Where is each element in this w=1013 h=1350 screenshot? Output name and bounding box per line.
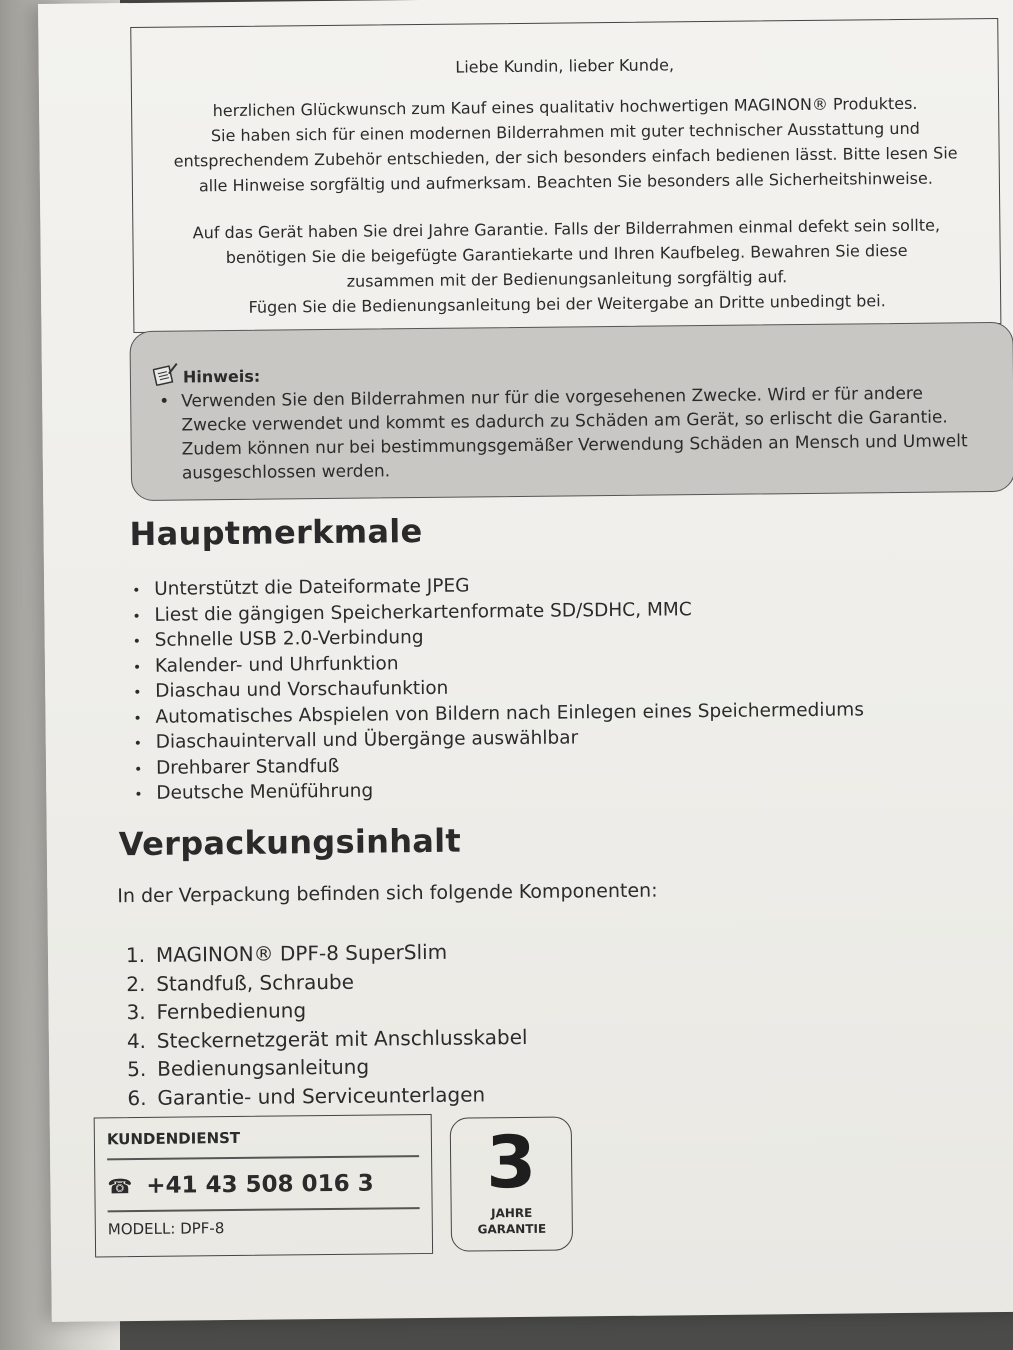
warranty-line: Auf das Gerät haben Sie drei Jahre Garantie. Falls der Bilderrahmen einmal defekt sein sollte, <box>192 215 941 243</box>
features-heading: Hauptmerkmale <box>129 512 423 554</box>
item-number: 5. <box>127 1056 147 1082</box>
divider <box>108 1207 420 1212</box>
warranty-label-2: GARANTIE <box>477 1221 547 1237</box>
warranty-label-1: JAHRE <box>490 1205 533 1221</box>
item-label: Garantie- und Serviceunterlagen <box>157 1081 486 1110</box>
manual-page <box>38 0 1013 1322</box>
list-item <box>127 1051 528 1084</box>
item-number: 6. <box>127 1085 147 1110</box>
note-box <box>129 322 1013 501</box>
service-title: KUNDENDIENST <box>106 1128 241 1149</box>
list-item <box>126 994 527 1027</box>
list-item: • Deutsche Menüführung <box>134 773 865 806</box>
list-item: • Diaschau und Vorschaufunktion <box>133 671 864 704</box>
list-item <box>126 937 527 970</box>
warranty-line: zusammen mit der Bedienungsanleitung sorgfältig auf. <box>346 267 788 291</box>
notepad-icon <box>153 362 179 391</box>
warranty-line: benötigen Sie die beigefügte Garantiekarte und Ihren Kaufbeleg. Bewahren Sie diese <box>225 240 908 268</box>
list-item: • Schnelle USB 2.0-Verbindung <box>133 620 864 653</box>
customer-service-box <box>94 1114 433 1258</box>
features-list <box>132 569 865 806</box>
bullet: • <box>159 391 170 412</box>
item-label: Bedienungsanleitung <box>157 1054 370 1081</box>
list-item <box>127 1079 528 1112</box>
contents-intro: In der Verpackung befinden sich folgende Komponenten: <box>117 879 658 908</box>
service-phone <box>107 1171 374 1200</box>
item-label: Fernbedienung <box>156 998 307 1024</box>
intro-line: herzlichen Glückwunsch zum Kauf eines qualitativ hochwertigen MAGINON® Produktes. <box>212 93 918 121</box>
warranty-years: 3 <box>485 1119 537 1205</box>
list-item: • Automatisches Abspielen von Bildern nach Einlegen eines Speichermediums <box>133 697 864 730</box>
list-item: • Drehbarer Standfuß <box>134 748 865 781</box>
warranty-badge <box>450 1116 573 1251</box>
list-item <box>127 1022 528 1055</box>
list-item: • Liest die gängigen Speicherkartenformate SD/SDHC, MMC <box>132 595 863 628</box>
list-item: • Kalender- und Uhrfunktion <box>133 646 864 679</box>
note-title: Hinweis: <box>182 366 261 387</box>
intro-line: Sie haben sich für einen modernen Bilderrahmen mit guter technischer Ausstattung und <box>210 118 920 146</box>
list-item <box>126 965 527 998</box>
intro-line: alle Hinweise sorgfältig und aufmerksam. Beachten Sie besonders alle Sicherheitshinweise. <box>198 168 933 196</box>
item-number: 2. <box>126 971 146 996</box>
phone-icon: ☎ <box>107 1174 133 1199</box>
item-number: 3. <box>126 999 146 1025</box>
warranty-line: Fügen Sie die Bedienungsanleitung bei der Weitergabe an Dritte unbedingt bei. <box>248 291 886 317</box>
note-body: Verwenden Sie den Bilderrahmen nur für die vorgesehenen Zwecke. Wird er für andere Zwecke verwendet und kommt es dadurch zu Schäden am Gerät, so erlischt die Garantie. Zudem können nur bei bestimmungsgemäßer Verwendung Schäden an Mensch und Umwelt ausgeschlossen werden. <box>181 383 968 484</box>
item-label: Standfuß, Schraube <box>156 969 355 996</box>
note-text <box>159 381 980 486</box>
list-item: • Unterstützt die Dateiformate JPEG <box>132 569 863 602</box>
phone-number: +41 43 508 016 3 <box>146 1170 374 1199</box>
contents-list <box>126 937 528 1112</box>
greeting: Liebe Kundin, lieber Kunde, <box>455 55 675 77</box>
list-item: • Diaschauintervall und Übergänge auswählbar <box>134 722 865 755</box>
divider <box>107 1155 419 1160</box>
item-label: MAGINON® DPF-8 SuperSlim <box>155 939 448 967</box>
contents-heading: Verpackungsinhalt <box>118 821 462 864</box>
item-number: 1. <box>125 942 146 968</box>
item-label: Steckernetzgerät mit Anschlusskabel <box>156 1024 528 1053</box>
intro-box <box>130 18 1001 333</box>
item-number: 4. <box>126 1028 147 1053</box>
intro-line: entsprechendem Zubehör entschieden, der sich besonders einfach bedienen lässt. Bitte lesen Sie <box>173 143 958 171</box>
model-label: MODELL: DPF-8 <box>107 1219 225 1239</box>
